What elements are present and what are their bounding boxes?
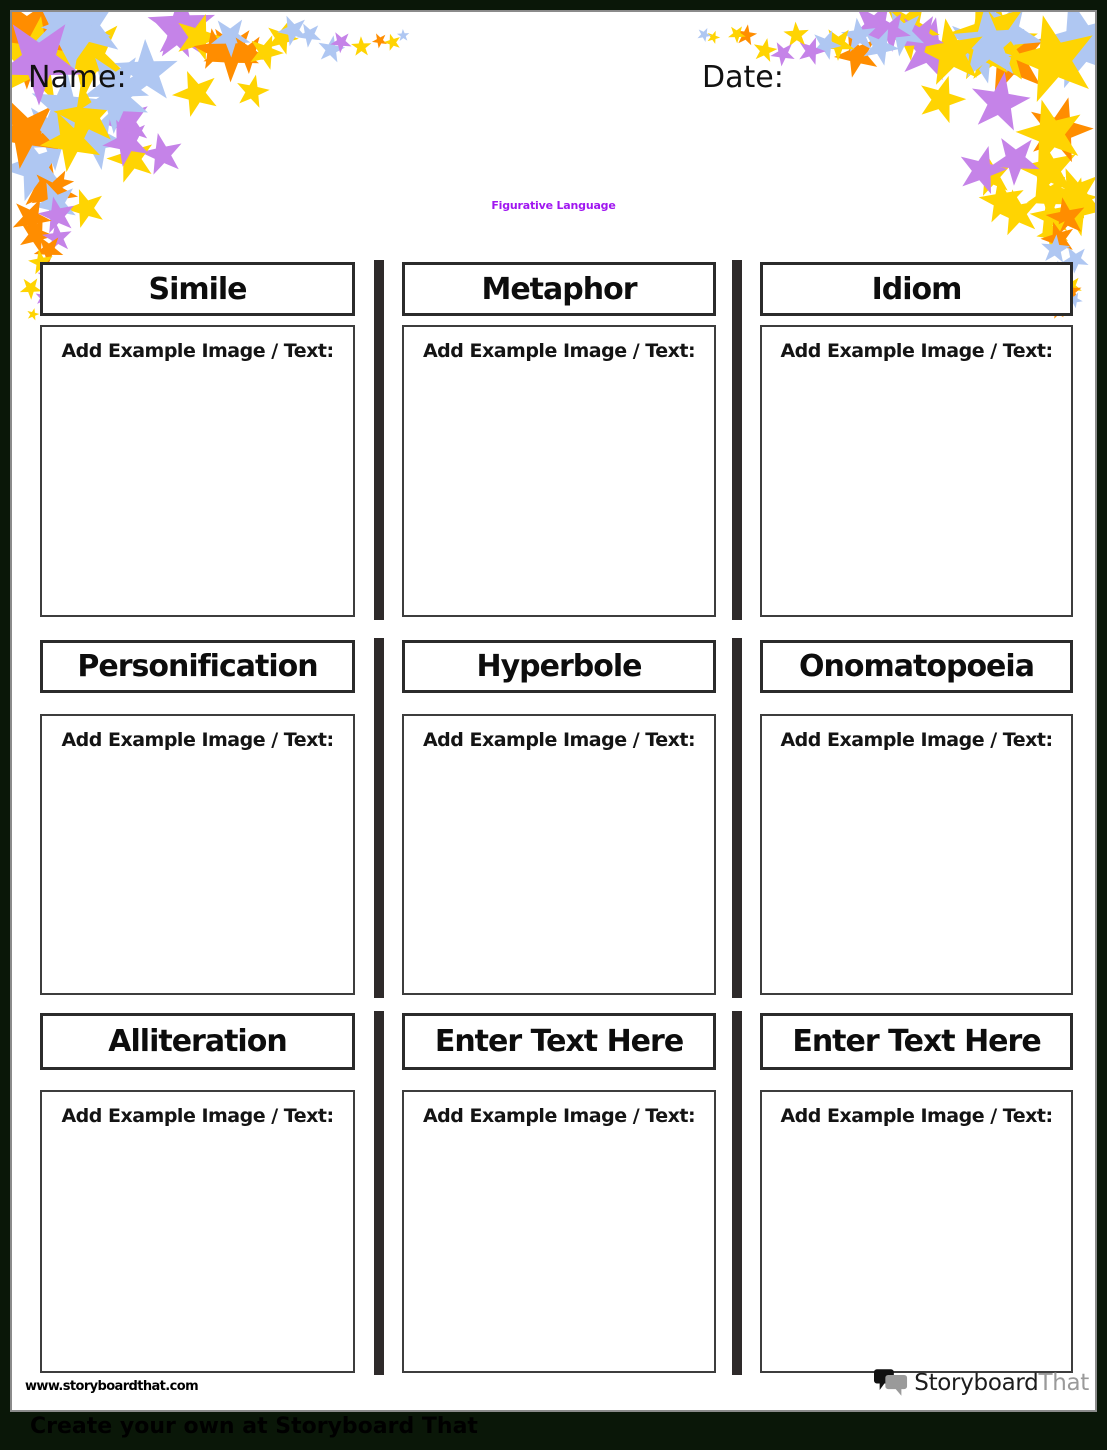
example-placeholder: Add Example Image / Text: [61,1105,334,1127]
logo-text-that: That [1038,1369,1089,1396]
speech-bubbles-icon [874,1368,908,1397]
logo-text-storyboard: Storyboard [914,1369,1039,1396]
cell-title: Hyperbole [476,649,642,684]
cell-title: Alliteration [108,1024,287,1059]
cell-title: Simile [148,271,247,307]
cell-title-box-onomatopoeia[interactable] [760,640,1073,693]
cell-title-box-alliteration[interactable] [40,1013,355,1070]
column-divider [374,638,384,998]
cell-title: Personification [77,649,318,684]
cell-title: Enter Text Here [434,1024,684,1059]
cell-example-box-simile[interactable] [40,325,355,617]
cell-example-box-custom-1[interactable] [402,1090,716,1373]
example-placeholder: Add Example Image / Text: [61,340,334,362]
cell-example-box-onomatopoeia[interactable] [760,714,1073,995]
name-field-label: Name: [28,60,127,95]
cell-title-box-custom-1[interactable] [402,1013,716,1070]
cell-example-box-personification[interactable] [40,714,355,995]
column-divider [732,638,742,998]
cell-example-box-idiom[interactable] [760,325,1073,617]
example-placeholder: Add Example Image / Text: [780,1105,1053,1127]
worksheet-title: Figurative Language [491,199,616,212]
column-divider [374,1011,384,1375]
logo-text [914,1370,1089,1396]
cell-title-box-custom-2[interactable] [760,1013,1073,1070]
example-placeholder: Add Example Image / Text: [780,340,1053,362]
footer-website-url: www.storyboardthat.com [25,1379,199,1394]
example-placeholder: Add Example Image / Text: [422,340,696,362]
worksheet-page [12,12,1095,1410]
cell-title: Idiom [871,271,962,307]
cell-example-box-hyperbole[interactable] [402,714,716,995]
cell-title: Metaphor [481,271,637,307]
footer-tagline: Create your own at Storyboard That [30,1414,478,1439]
cell-example-box-metaphor[interactable] [402,325,716,617]
column-divider [732,1011,742,1375]
column-divider [732,260,742,620]
column-divider [374,260,384,620]
cell-title-box-idiom[interactable] [760,262,1073,316]
cell-title-box-hyperbole[interactable] [402,640,716,693]
cell-example-box-custom-2[interactable] [760,1090,1073,1373]
example-placeholder: Add Example Image / Text: [422,1105,696,1127]
cell-title-box-metaphor[interactable] [402,262,716,316]
cell-example-box-alliteration[interactable] [40,1090,355,1373]
date-field-label: Date: [702,60,784,95]
cell-title-box-simile[interactable] [40,262,355,316]
cell-title: Enter Text Here [792,1024,1041,1059]
example-placeholder: Add Example Image / Text: [422,729,696,751]
cell-title-box-personification[interactable] [40,640,355,693]
storyboardthat-logo [874,1368,1089,1397]
example-placeholder: Add Example Image / Text: [61,729,334,751]
cell-title: Onomatopoeia [799,649,1034,684]
example-placeholder: Add Example Image / Text: [780,729,1053,751]
